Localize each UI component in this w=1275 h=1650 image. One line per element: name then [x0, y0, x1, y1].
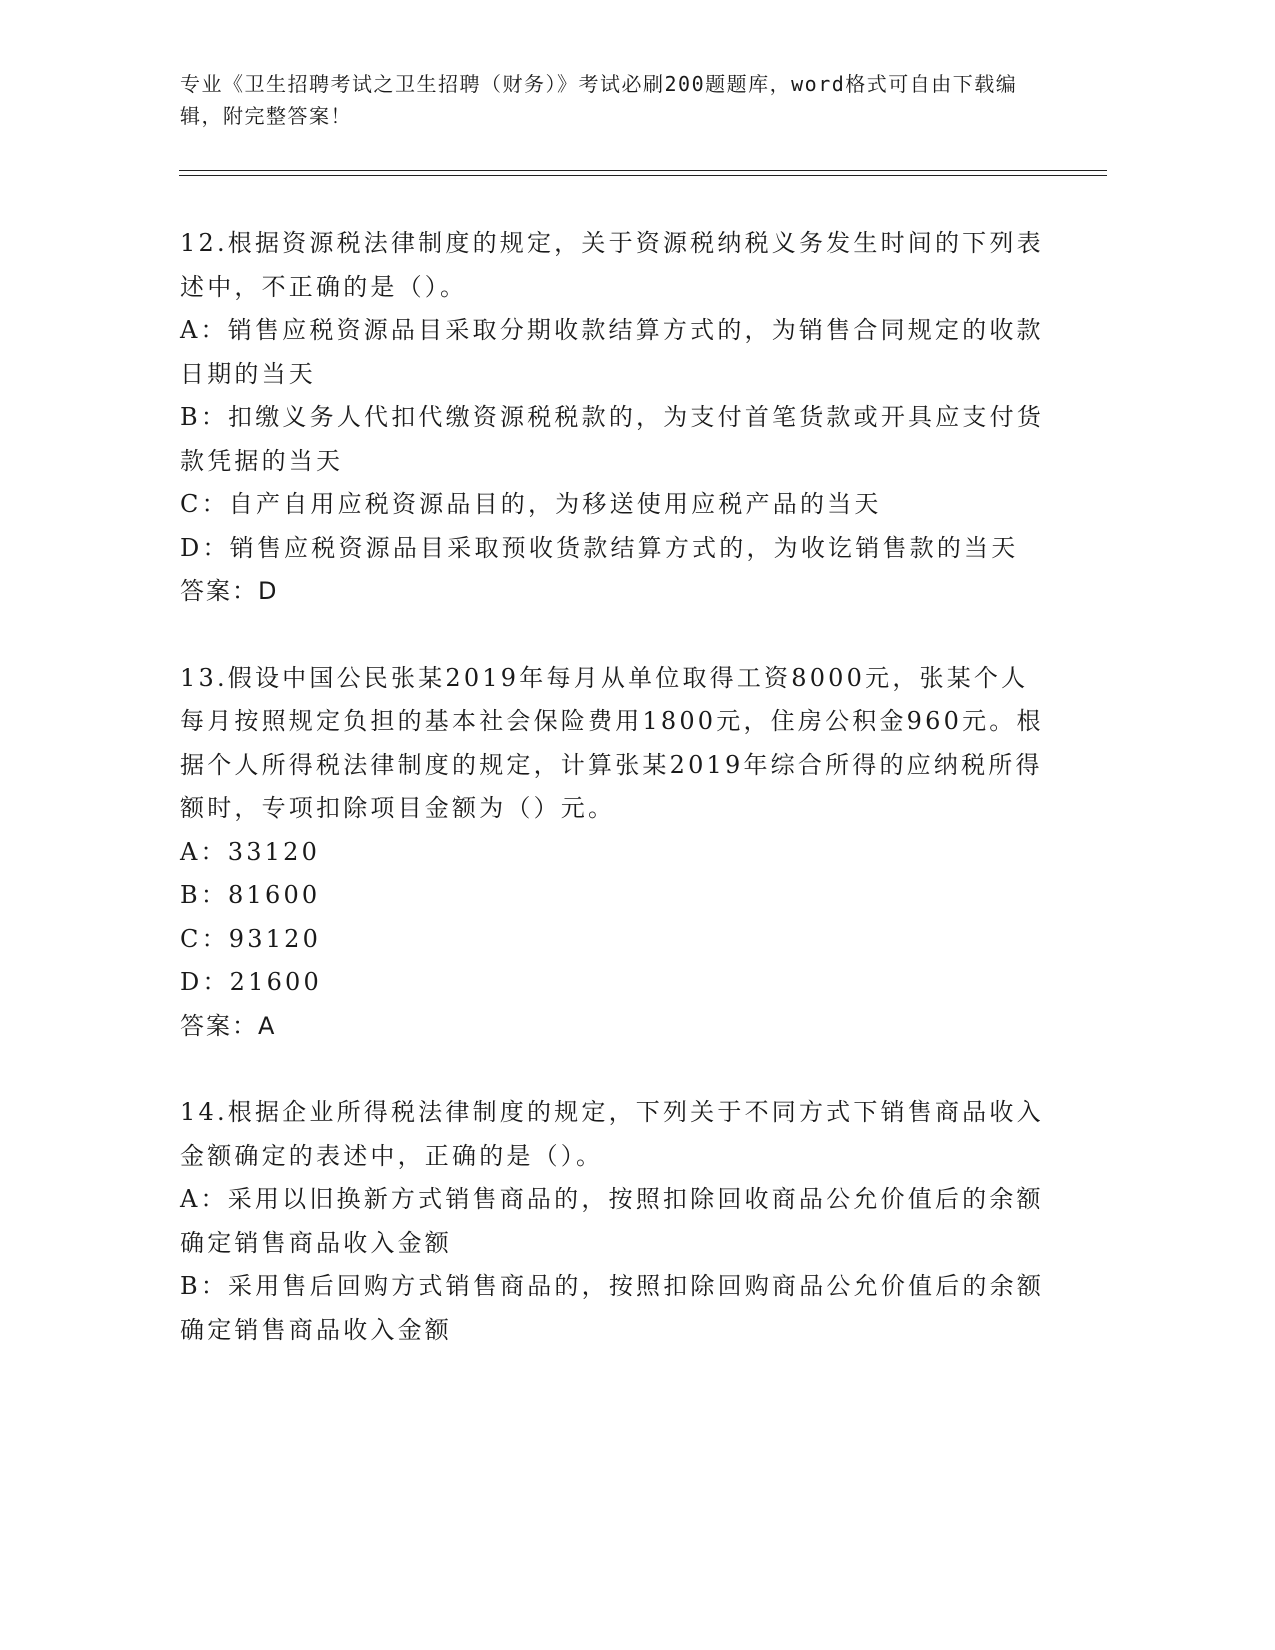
question-list: [180, 222, 1050, 1395]
question-12: [180, 222, 1050, 614]
header-title: 专业《卫生招聘考试之卫生招聘（财务）》考试必刷200题题库，word格式可自由下载编辑，附完整答案！: [180, 72, 1018, 128]
option-d: D：销售应税资源品目采取预收货款结算方式的，为收讫销售款的当天: [180, 533, 1019, 562]
option-a: A：33120: [180, 837, 321, 866]
question-14: [180, 1091, 1050, 1352]
question-text: 12.根据资源税法律制度的规定，关于资源税纳税义务发生时间的下列表述中，不正确的是（）。: [180, 229, 1044, 301]
document-header: [180, 68, 1030, 132]
question-text: 13.假设中国公民张某2019年每月从单位取得工资8000元，张某个人每月按照规定负担的基本社会保险费用1800元，住房公积金960元。根据个人所得税法律制度的规定，计算张某2019年综合所得的应纳税所得额时，专项扣除项目金额为（）元。: [180, 663, 1044, 822]
answer-line: 答案：A: [180, 1011, 277, 1040]
question-13: [180, 657, 1050, 1049]
option-c: C：93120: [180, 924, 322, 953]
option-b: B：扣缴义务人代扣代缴资源税税款的，为支付首笔货款或开具应支付货款凭据的当天: [180, 403, 1045, 475]
header-divider-bottom: [179, 175, 1107, 176]
question-text: 14.根据企业所得税法律制度的规定，下列关于不同方式下销售商品收入金额确定的表述中，正确的是（）。: [180, 1098, 1044, 1170]
header-divider-top: [179, 170, 1107, 171]
option-d: D：21600: [180, 968, 322, 996]
option-c: C：自产自用应税资源品目的，为移送使用应税产品的当天: [180, 490, 882, 518]
answer-line: 答案：D: [180, 577, 279, 605]
option-b: B：81600: [180, 881, 321, 909]
option-a: A：采用以旧换新方式销售商品的，按照扣除回收商品公允价值后的余额确定销售商品收入金额: [180, 1185, 1044, 1257]
option-a: A：销售应税资源品目采取分期收款结算方式的，为销售合同规定的收款日期的当天: [180, 316, 1044, 388]
option-b: B：采用售后回购方式销售商品的，按照扣除回购商品公允价值后的余额确定销售商品收入金额: [180, 1272, 1045, 1344]
